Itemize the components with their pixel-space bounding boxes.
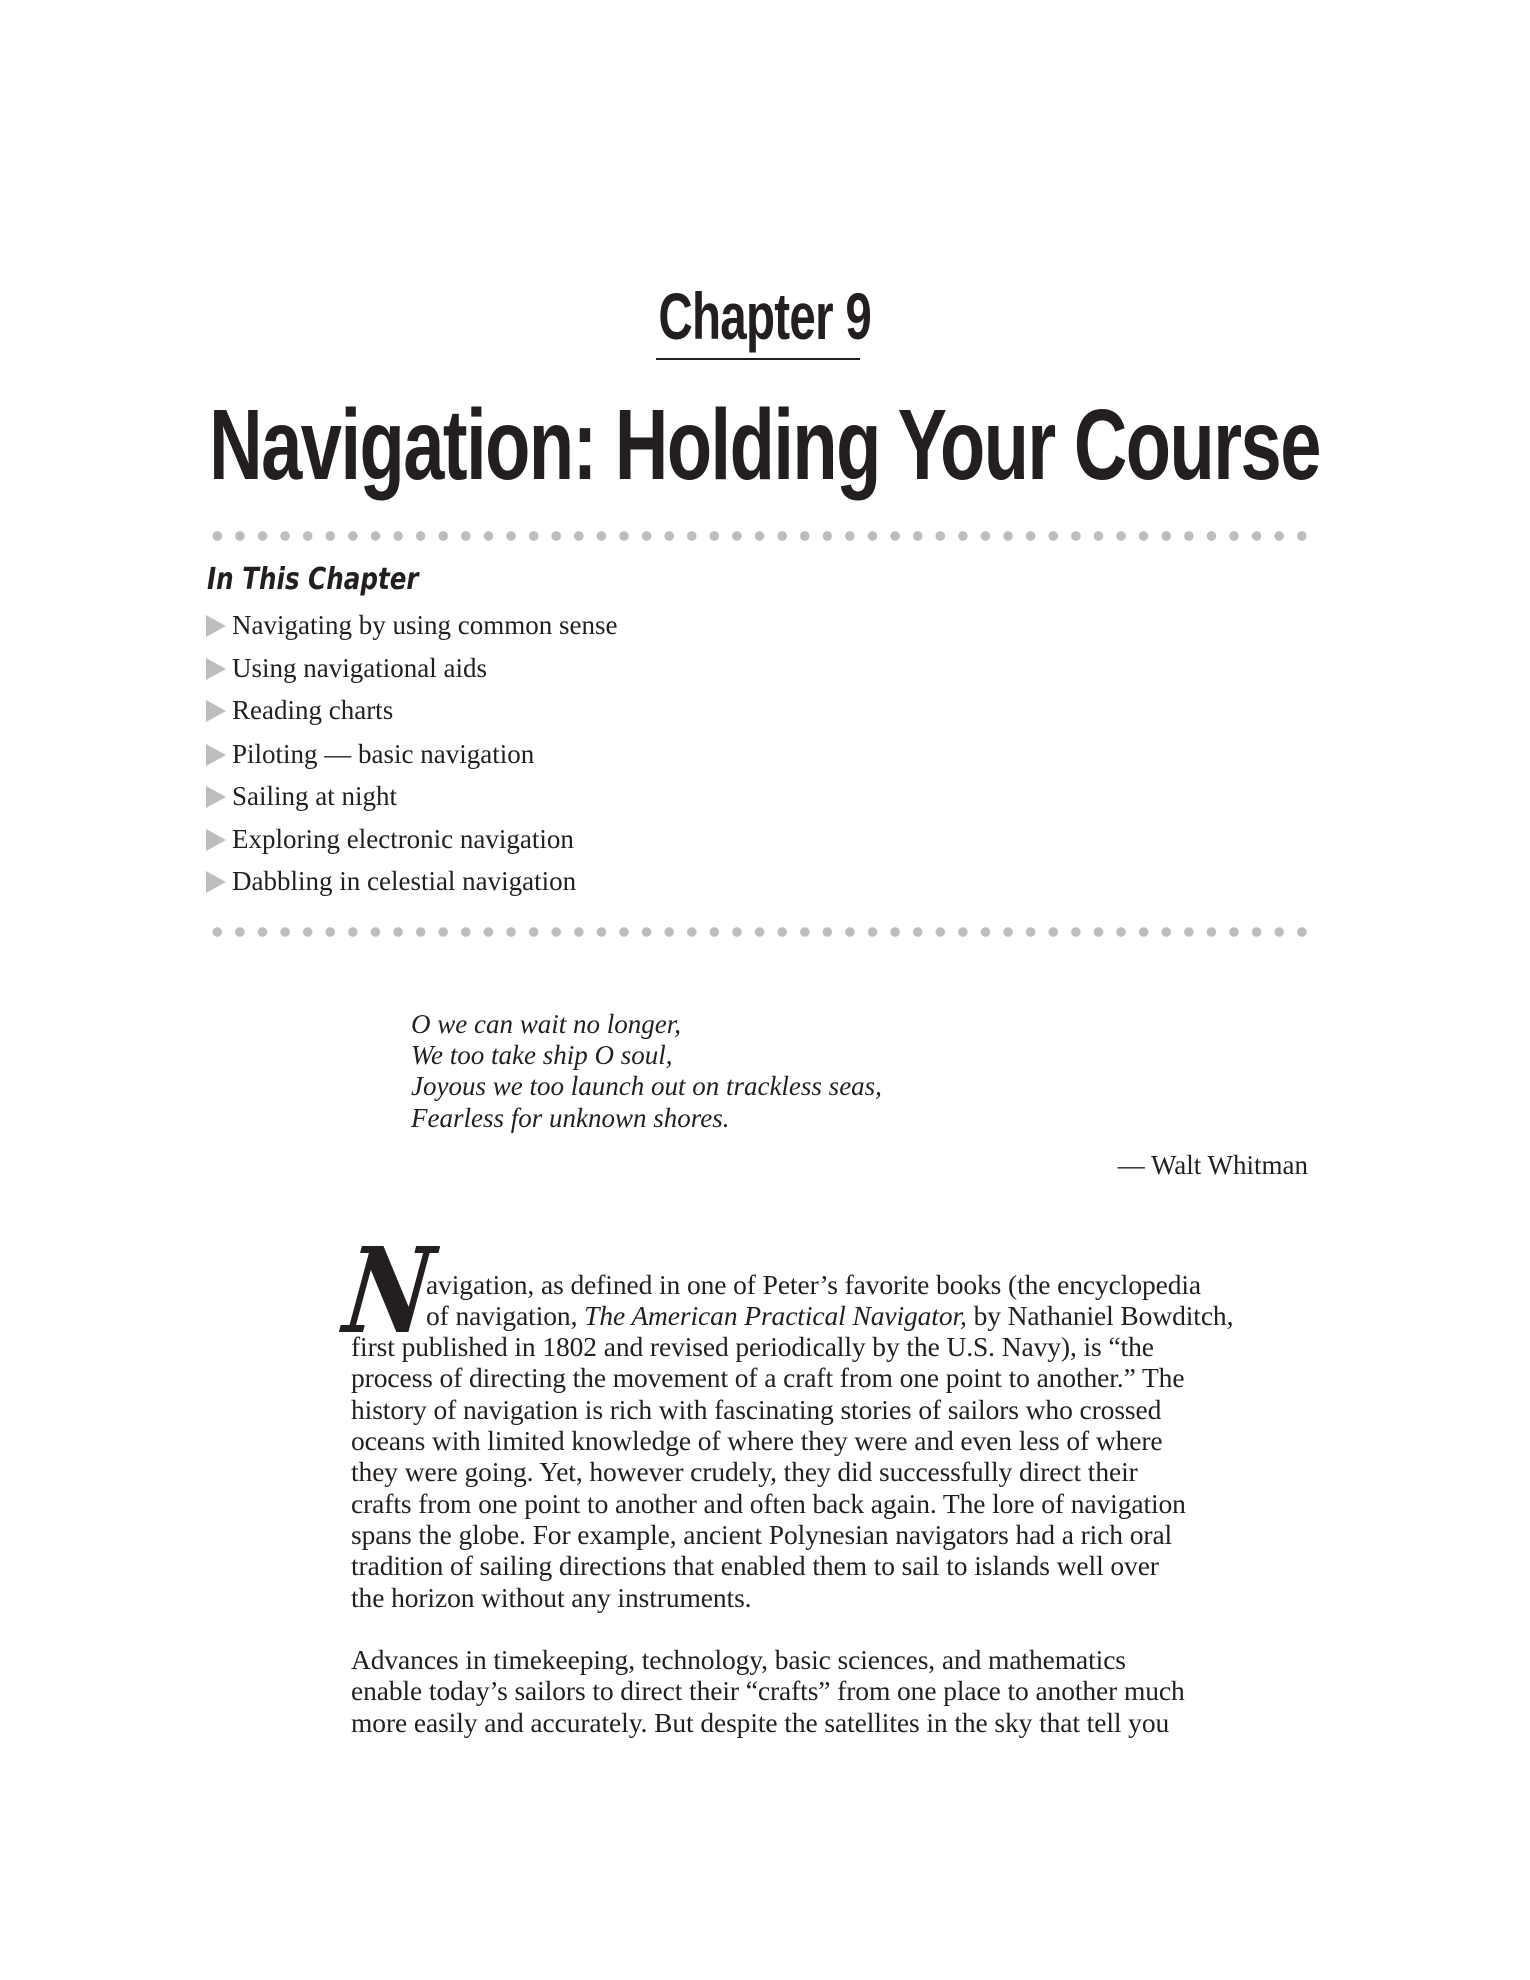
chapter-list-item: [206, 653, 487, 684]
chapter-list-item: [206, 695, 393, 726]
list-item-text: Exploring electronic navigation: [232, 824, 574, 854]
triangle-bullet-icon: [206, 615, 226, 637]
text-run: by Nathaniel Bowditch,: [966, 1300, 1234, 1331]
triangle-bullet-icon: [206, 786, 226, 808]
paragraph-line: [426, 1300, 1233, 1332]
paragraph-line: the horizon without any instruments.: [351, 1582, 752, 1613]
epigraph-line: O we can wait no longer,: [411, 1009, 681, 1039]
triangle-bullet-icon: [206, 700, 226, 722]
list-item-text: Sailing at night: [232, 781, 397, 811]
paragraph-line: process of directing the movement of a craft from one point to another.” The: [351, 1362, 1185, 1393]
dotted-divider-top: [206, 531, 1312, 541]
chapter-title-text: Navigation: Holding Your Course: [209, 389, 1321, 501]
chapter-list-item: [206, 739, 534, 770]
paragraph-line: history of navigation is rich with fascinating stories of sailors who crossed: [351, 1394, 1162, 1425]
chapter-underline: [656, 358, 860, 360]
chapter-label-text: Chapter 9: [658, 279, 872, 353]
list-item-text: Dabbling in celestial navigation: [232, 866, 577, 896]
epigraph-attribution: — Walt Whitman: [1117, 1150, 1308, 1180]
epigraph-line: We too take ship O soul,: [411, 1040, 673, 1070]
list-item-text: Navigating by using common sense: [232, 610, 618, 640]
paragraph-line: tradition of sailing directions that enabled them to sail to islands well over: [351, 1550, 1159, 1581]
drop-cap: N: [338, 1221, 441, 1360]
in-this-chapter-heading: In This Chapter: [207, 562, 419, 597]
triangle-bullet-icon: [206, 744, 226, 766]
text-run: of navigation,: [426, 1300, 585, 1331]
chapter-list-item: [206, 824, 574, 855]
paragraph-line: crafts from one point to another and often back again. The lore of navigation: [351, 1488, 1186, 1519]
paragraph-line: enable today’s sailors to direct their “crafts” from one place to another much: [351, 1675, 1185, 1706]
list-item-text: Piloting — basic navigation: [232, 739, 535, 769]
triangle-bullet-icon: [206, 871, 226, 893]
epigraph-line: Fearless for unknown shores.: [411, 1103, 730, 1133]
paragraph-line: more easily and accurately. But despite the satellites in the sky that tell you: [351, 1707, 1170, 1738]
paragraph-line: avigation, as defined in one of Peter’s favorite books (the encyclopedia: [426, 1269, 1202, 1300]
book-title: The American Practical Navigator,: [584, 1300, 967, 1331]
triangle-bullet-icon: [206, 829, 226, 851]
paragraph-line: spans the globe. For example, ancient Polynesian navigators had a rich oral: [351, 1519, 1173, 1550]
chapter-list-item: [206, 866, 576, 897]
paragraph-line: they were going. Yet, however crudely, they did successfully direct their: [351, 1456, 1138, 1487]
chapter-list-item: [206, 781, 397, 812]
dotted-divider-bottom: [206, 927, 1312, 937]
chapter-list-item: [206, 610, 617, 641]
list-item-text: Reading charts: [232, 695, 394, 725]
chapter-label: [0, 278, 1530, 354]
paragraph-line: Advances in timekeeping, technology, basic sciences, and mathematics: [351, 1644, 1126, 1675]
paragraph-line: oceans with limited knowledge of where they were and even less of where: [351, 1425, 1163, 1456]
paragraph-line: first published in 1802 and revised periodically by the U.S. Navy), is “the: [351, 1331, 1154, 1362]
list-item-text: Using navigational aids: [232, 653, 487, 683]
triangle-bullet-icon: [206, 658, 226, 680]
epigraph-line: Joyous we too launch out on trackless seas,: [411, 1071, 882, 1101]
chapter-title: [0, 388, 1530, 503]
